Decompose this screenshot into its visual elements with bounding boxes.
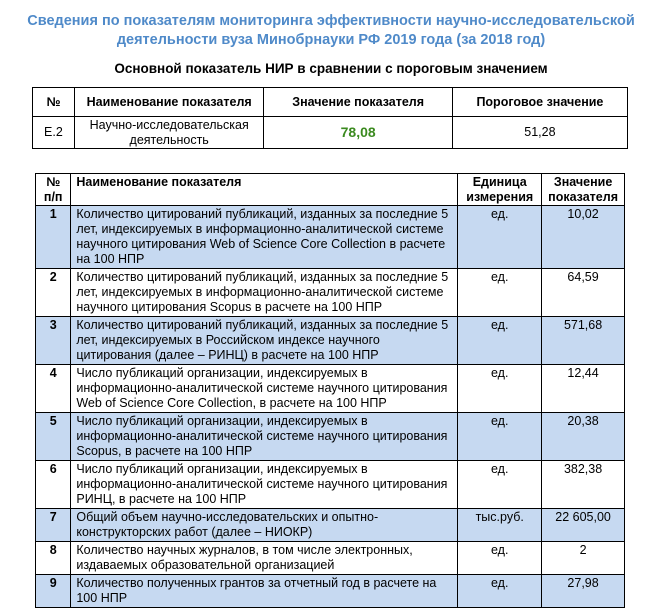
row-value: 20,38 <box>542 413 625 461</box>
row-unit: ед. <box>458 542 542 575</box>
summary-header-num: № <box>33 88 75 117</box>
summary-row-value: 78,08 <box>340 123 376 140</box>
row-value: 571,68 <box>542 317 625 365</box>
row-value: 27,98 <box>542 575 625 608</box>
page-title-line-1: Сведения по показателям мониторинга эффективности научно-исследовательской <box>27 13 635 29</box>
row-num: 6 <box>36 461 71 509</box>
row-num: 9 <box>36 575 71 608</box>
indicators-header-unit <box>458 174 542 206</box>
summary-row-value-cell <box>264 117 452 149</box>
row-name: Число публикаций организации, индексируемых в информационно-аналитической системе научного цитирования Scopus, в расчете на 100 НПР <box>71 413 458 461</box>
table-row <box>36 206 625 269</box>
row-num: 2 <box>36 269 71 317</box>
row-value: 10,02 <box>542 206 625 269</box>
row-unit: ед. <box>458 413 542 461</box>
summary-header-row <box>33 88 628 117</box>
table-row <box>36 575 625 608</box>
row-name: Количество научных журналов, в том числе электронных, издаваемых образовательной организацией <box>71 542 458 575</box>
row-name: Количество цитирований публикаций, изданных за последние 5 лет, индексируемых в Российском индексе научного цитирования (далее – РИНЦ) в расчете на 100 НПР <box>71 317 458 365</box>
summary-header-value: Значение показателя <box>264 88 452 117</box>
summary-row-name-line-1: Научно-исследовательская <box>89 117 249 132</box>
row-value: 2 <box>542 542 625 575</box>
indicators-header-value-line-2: показателя <box>548 190 618 204</box>
summary-row <box>33 117 628 149</box>
row-num: 1 <box>36 206 71 269</box>
indicators-header-unit-line-2: измерения <box>466 190 534 204</box>
row-name: Количество цитирований публикаций, изданных за последние 5 лет, индексируемых в информационно-аналитической системе научного цитирования Scopus в расчете на 100 НПР <box>71 269 458 317</box>
table-row <box>36 542 625 575</box>
summary-row-num: Е.2 <box>33 117 75 149</box>
row-num: 5 <box>36 413 71 461</box>
indicators-table <box>35 173 625 608</box>
row-value: 12,44 <box>542 365 625 413</box>
row-unit: тыс.руб. <box>458 509 542 542</box>
row-unit: ед. <box>458 206 542 269</box>
row-unit: ед. <box>458 365 542 413</box>
indicators-header-num-line-1: № <box>46 175 61 189</box>
table-row <box>36 509 625 542</box>
page-title <box>0 12 662 50</box>
summary-header-threshold: Пороговое значение <box>452 88 627 117</box>
row-unit: ед. <box>458 461 542 509</box>
row-value: 22 605,00 <box>542 509 625 542</box>
row-value: 64,59 <box>542 269 625 317</box>
summary-row-name-line-2: деятельность <box>129 132 209 147</box>
section-subtitle: Основной показатель НИР в сравнении с пороговым значением <box>114 61 548 76</box>
row-name: Общий объем научно-исследовательских и опытно-конструкторских работ (далее – НИОКР) <box>71 509 458 542</box>
table-row <box>36 413 625 461</box>
summary-row-name <box>74 117 264 149</box>
indicators-body <box>36 206 625 608</box>
indicators-header-num <box>36 174 71 206</box>
row-unit: ед. <box>458 575 542 608</box>
row-unit: ед. <box>458 269 542 317</box>
indicators-header-row <box>36 174 625 206</box>
table-row <box>36 269 625 317</box>
indicators-header-name: Наименование показателя <box>71 174 458 206</box>
indicators-header-num-line-2: п/п <box>43 190 63 204</box>
row-num: 7 <box>36 509 71 542</box>
row-value: 382,38 <box>542 461 625 509</box>
row-name: Количество цитирований публикаций, изданных за последние 5 лет, индексируемых в информационно-аналитической системе научного цитирования Web of Science Core Collection в расчете на 100 НПР <box>71 206 458 269</box>
table-row <box>36 317 625 365</box>
row-num: 3 <box>36 317 71 365</box>
row-unit: ед. <box>458 317 542 365</box>
row-name: Количество полученных грантов за отчетный год в расчете на 100 НПР <box>71 575 458 608</box>
row-name: Число публикаций организации, индексируемых в информационно-аналитической системе научного цитирования Web of Science Core Collection, в расчете на 100 НПР <box>71 365 458 413</box>
table-row <box>36 461 625 509</box>
summary-table <box>32 87 628 149</box>
page-title-line-2: деятельности вуза Минобрнауки РФ 2019 года (за 2018 год) <box>116 32 546 48</box>
indicators-header-unit-line-1: Единица <box>472 175 527 189</box>
row-num: 4 <box>36 365 71 413</box>
summary-row-threshold: 51,28 <box>452 117 627 149</box>
indicators-header-value <box>542 174 625 206</box>
table-row <box>36 365 625 413</box>
row-num: 8 <box>36 542 71 575</box>
indicators-header-value-line-1: Значение <box>553 175 613 189</box>
row-name: Число публикаций организации, индексируемых в информационно-аналитической системе научного цитирования РИНЦ, в расчете на 100 НПР <box>71 461 458 509</box>
summary-header-name: Наименование показателя <box>74 88 264 117</box>
